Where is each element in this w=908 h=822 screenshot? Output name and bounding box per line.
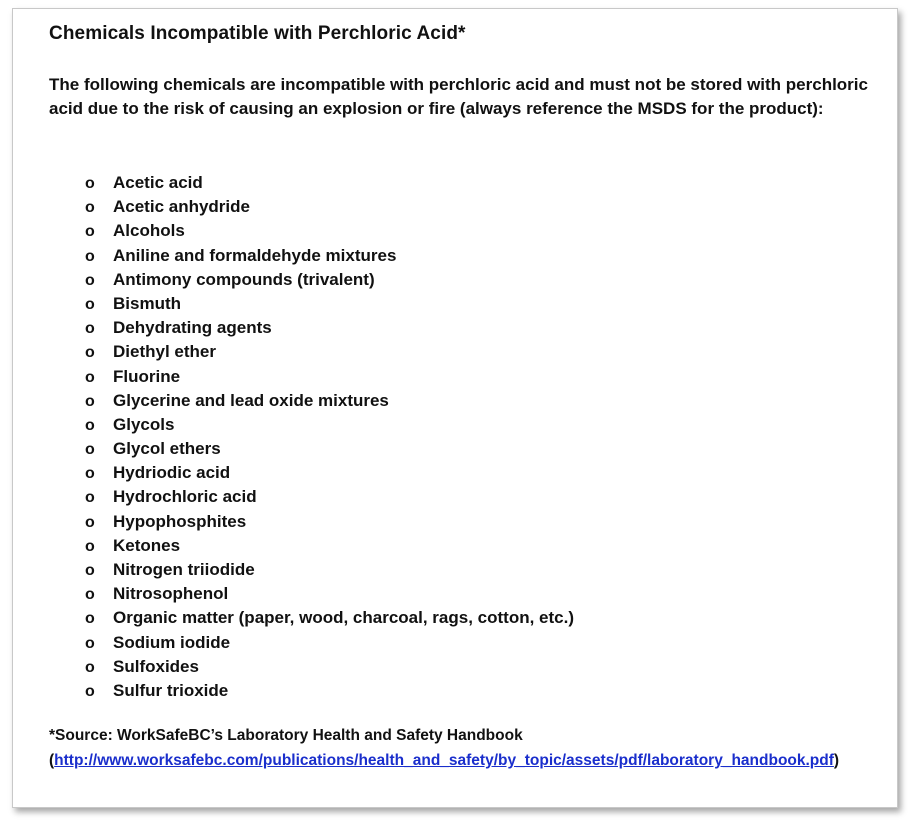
list-item — [85, 365, 574, 389]
list-item — [85, 655, 574, 679]
source-prefix: *Source: WorkSafeBC’s Laboratory Health and Safety Handbook — [49, 727, 523, 744]
list-item-label: Nitrosophenol — [113, 584, 229, 604]
list-item — [85, 195, 574, 219]
bullet-icon: o — [85, 586, 95, 604]
list-item — [85, 510, 574, 534]
source-open-paren: ( — [49, 752, 55, 769]
list-item-label: Bismuth — [113, 293, 181, 313]
bullet-icon: o — [85, 610, 95, 628]
list-item-label: Diethyl ether — [113, 342, 216, 362]
list-item — [85, 534, 574, 558]
bullet-icon: o — [85, 199, 95, 217]
list-item — [85, 461, 574, 485]
bullet-icon: o — [85, 513, 95, 531]
bullet-icon: o — [85, 537, 95, 555]
list-item — [85, 389, 574, 413]
list-item — [85, 437, 574, 461]
bullet-icon: o — [85, 320, 95, 338]
list-item — [85, 171, 574, 195]
list-item-label: Organic matter (paper, wood, charcoal, rags, cotton, etc.) — [113, 608, 574, 628]
bullet-icon: o — [85, 465, 95, 483]
list-item — [85, 244, 574, 268]
list-item-label: Aniline and formaldehyde mixtures — [113, 245, 397, 265]
bullet-icon: o — [85, 489, 95, 507]
bullet-icon: o — [85, 344, 95, 362]
list-item-label: Hypophosphites — [113, 511, 247, 531]
list-item-label: Glycol ethers — [113, 439, 221, 459]
list-item-label: Antimony compounds (trivalent) — [113, 269, 375, 289]
document-page — [12, 8, 898, 808]
list-item — [85, 558, 574, 582]
list-item-label: Dehydrating agents — [113, 318, 272, 338]
list-item-label: Hydrochloric acid — [113, 487, 257, 507]
bullet-icon: o — [85, 223, 95, 241]
list-item-label: Fluorine — [113, 366, 181, 386]
bullet-icon: o — [85, 247, 95, 265]
bullet-icon: o — [85, 682, 95, 700]
list-item-label: Ketones — [113, 535, 181, 555]
list-item — [85, 582, 574, 606]
bullet-icon: o — [85, 562, 95, 579]
source-close-paren: ) — [833, 752, 840, 769]
list-item — [85, 340, 574, 364]
list-item — [85, 316, 574, 340]
list-item-label: Glycols — [113, 414, 175, 434]
list-item-label: Sodium iodide — [113, 632, 231, 652]
document-title: Chemicals Incompatible with Perchloric Acid* — [49, 23, 466, 44]
bullet-icon: o — [85, 368, 95, 386]
list-item — [85, 219, 574, 243]
list-item — [85, 631, 574, 655]
bullet-icon: o — [85, 658, 95, 676]
list-item — [85, 679, 574, 703]
bullet-icon: o — [85, 634, 95, 652]
list-item-label: Nitrogen triiodide — [113, 560, 255, 579]
list-item-label: Hydriodic acid — [113, 463, 231, 483]
list-item — [85, 485, 574, 509]
list-item — [85, 292, 574, 316]
intro-paragraph: The following chemicals are incompatible with perchloric acid and must not be stored with perchloric acid due to the risk of causing an explosion or fire (always reference the MSDS for the product): — [49, 75, 868, 118]
list-item-label: Glycerine and lead oxide mixtures — [113, 390, 389, 410]
list-item-label: Acetic acid — [113, 173, 203, 192]
source-note — [49, 723, 889, 773]
list-item-label: Sulfur trioxide — [113, 680, 229, 700]
bullet-icon: o — [85, 392, 95, 410]
list-item-label: Sulfoxides — [113, 656, 199, 676]
list-item-label: Acetic anhydride — [113, 197, 250, 217]
source-link[interactable]: http://www.worksafebc.com/publications/health_and_safety/by_topic/assets/pdf/laboratory_handbook.pdf — [54, 752, 834, 769]
list-item-label: Alcohols — [113, 221, 185, 241]
bullet-icon: o — [85, 441, 95, 459]
list-item — [85, 606, 574, 630]
list-item — [85, 413, 574, 437]
bullet-icon: o — [85, 416, 95, 434]
bullet-icon: o — [85, 271, 95, 289]
list-item — [85, 268, 574, 292]
bullet-icon: o — [85, 295, 95, 313]
bullet-icon: o — [85, 175, 95, 192]
chemical-list — [85, 171, 574, 703]
